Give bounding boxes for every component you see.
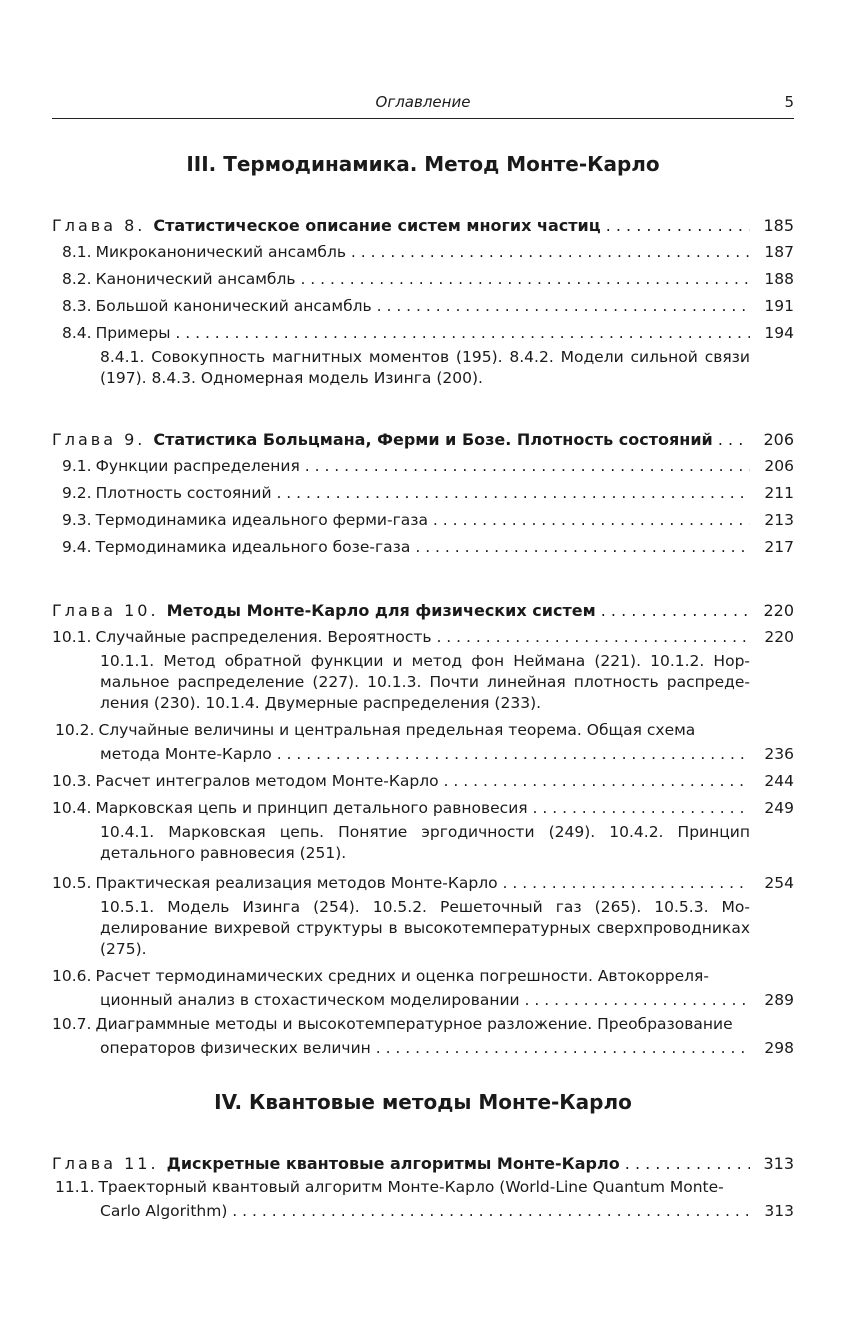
- toc-entry-10-7[interactable]: [52, 1014, 794, 1062]
- page-ref: 217: [764, 538, 794, 556]
- page-ref: 185: [763, 216, 794, 235]
- toc-entry-chapter-11[interactable]: [52, 1150, 794, 1177]
- header-title: Оглавление: [375, 93, 471, 111]
- section-number: 11.1.: [55, 1178, 95, 1196]
- chapter-8: [52, 212, 794, 389]
- toc-entry-10-5[interactable]: [52, 870, 794, 897]
- chapter-10: [52, 597, 794, 1062]
- section-number: 9.3.: [62, 511, 92, 529]
- section-title-line2: ционный анализ в стохастическом моделировании . . .: [100, 987, 750, 1014]
- page-ref: 254: [764, 874, 794, 892]
- section-title: Примеры: [95, 324, 171, 342]
- page-ref: 194: [764, 324, 794, 342]
- page-ref: 289: [764, 991, 794, 1009]
- chapter-title: Статистическое описание систем многих частиц: [153, 216, 601, 235]
- chapter-title: Статистика Больцмана, Ферми и Бозе. Плотность состояний: [153, 430, 713, 449]
- chapter-title: Методы Монте-Карло для физических систем: [166, 601, 596, 620]
- toc-entry-8-1[interactable]: [52, 239, 794, 266]
- page-ref: 249: [764, 799, 794, 817]
- chapter-9: [52, 426, 794, 561]
- page-ref: 220: [764, 628, 794, 646]
- page-ref: 313: [763, 1154, 794, 1173]
- chapter-11: [52, 1150, 794, 1225]
- section-title-line1: Случайные величины и центральная предельная теорема. Общая схема: [98, 721, 696, 739]
- header-page-number: 5: [784, 93, 794, 111]
- toc-entry-8-4[interactable]: [52, 320, 794, 347]
- section-number: 10.1.: [52, 628, 92, 646]
- section-title: Расчет интегралов методом Монте-Карло: [95, 772, 439, 790]
- toc-entry-10-4[interactable]: [52, 795, 794, 822]
- section-title: Практическая реализация методов Монте-Карло: [95, 874, 498, 892]
- page-ref: 244: [764, 772, 794, 790]
- chapter-label: Глава 11.: [52, 1154, 159, 1173]
- section-title: Марковская цепь и принцип детального равновесия: [95, 799, 528, 817]
- page-ref: 313: [764, 1202, 794, 1220]
- chapter-label: Глава 10.: [52, 601, 159, 620]
- toc-entry-8-3[interactable]: [52, 293, 794, 320]
- section-title: Термодинамика идеального ферми-газа: [95, 511, 428, 529]
- subsections-8-4: 8.4.1. Совокупность магнитных моментов (195). 8.4.2. Модели сильной связи (197). 8.4.3. Одномерная модель Изинга (200).: [100, 348, 750, 387]
- section-title-line1: Расчет термодинамических средних и оценка погрешности. Автокорреля-: [95, 967, 709, 985]
- section-title-line2: метода Монте-Карло . . .: [100, 741, 750, 768]
- toc-entry-11-1[interactable]: [52, 1177, 794, 1225]
- toc-page: [52, 0, 794, 1330]
- section-number: 9.4.: [62, 538, 92, 556]
- section-title: Канонический ансамбль: [95, 270, 296, 288]
- section-number: 9.2.: [62, 484, 92, 502]
- section-number: 8.2.: [62, 270, 92, 288]
- toc-entry-10-3[interactable]: [52, 768, 794, 795]
- section-number: 10.7.: [52, 1015, 92, 1033]
- chapter-title: Дискретные квантовые алгоритмы Монте-Карло: [166, 1154, 620, 1173]
- section-number: 10.4.: [52, 799, 92, 817]
- toc-entry-10-1[interactable]: [52, 624, 794, 651]
- toc-entry-8-2[interactable]: [52, 266, 794, 293]
- toc-entry-chapter-9[interactable]: [52, 426, 794, 453]
- section-title-line2: операторов физических величин . . .: [100, 1035, 750, 1062]
- section-title-line1: Траекторный квантовый алгоритм Монте-Карло (World-Line Quantum Monte-: [98, 1178, 724, 1196]
- toc-entry-9-1[interactable]: [52, 453, 794, 480]
- section-number: 10.5.: [52, 874, 92, 892]
- subsections-10-1: 10.1.1. Метод обратной функции и метод фон Неймана (221). 10.1.2. Нормальное распределение (227). 10.1.3. Почти линейная плотность распределения (230). 10.1.4. Двумерные распределения (233).: [100, 652, 750, 712]
- section-title: Функции распределения: [95, 457, 300, 475]
- section-number: 9.1.: [62, 457, 92, 475]
- page-ref: 206: [764, 457, 794, 475]
- section-number: 8.3.: [62, 297, 92, 315]
- chapter-label: Глава 9.: [52, 430, 146, 449]
- toc-entry-9-2[interactable]: [52, 480, 794, 507]
- section-number: 10.2.: [55, 721, 95, 739]
- page-ref: 206: [763, 430, 794, 449]
- part-title-4: IV. Квантовые методы Монте-Карло: [214, 1090, 632, 1114]
- page-ref: 191: [764, 297, 794, 315]
- toc-entry-chapter-8[interactable]: [52, 212, 794, 239]
- part-title-3: III. Термодинамика. Метод Монте-Карло: [186, 152, 660, 176]
- section-title-line1: Диаграммные методы и высокотемпературное разложение. Преобразование: [95, 1015, 733, 1033]
- section-number: 8.1.: [62, 243, 92, 261]
- section-number: 10.6.: [52, 967, 92, 985]
- section-title: Случайные распределения. Вероятность: [95, 628, 432, 646]
- section-number: 10.3.: [52, 772, 92, 790]
- page-ref: 298: [764, 1039, 794, 1057]
- section-title: Микроканонический ансамбль: [95, 243, 346, 261]
- running-header: [52, 90, 794, 119]
- section-number: 8.4.: [62, 324, 92, 342]
- subsections-10-5: 10.5.1. Модель Изинга (254). 10.5.2. Решеточный газ (265). 10.5.3. Моделирование вихревой структуры в высокотемпературных сверхпроводниках (275).: [100, 898, 750, 958]
- toc-entry-9-3[interactable]: [52, 507, 794, 534]
- subsections-10-4: 10.4.1. Марковская цепь. Понятие эргодичности (249). 10.4.2. Принцип детального равновесия (251).: [100, 823, 750, 862]
- toc-entry-chapter-10[interactable]: [52, 597, 794, 624]
- section-title: Большой канонический ансамбль: [95, 297, 372, 315]
- page-ref: 187: [764, 243, 794, 261]
- page-ref: 211: [764, 484, 794, 502]
- toc-entry-10-2[interactable]: [52, 720, 794, 768]
- page-ref: 236: [764, 745, 794, 763]
- section-title: Плотность состояний: [95, 484, 272, 502]
- page-ref: 188: [764, 270, 794, 288]
- section-title-line2: Carlo Algorithm) . . .: [100, 1198, 750, 1225]
- toc-entry-10-6[interactable]: [52, 966, 794, 1014]
- page-ref: 213: [764, 511, 794, 529]
- section-title: Термодинамика идеального бозе-газа: [95, 538, 411, 556]
- page-ref: 220: [763, 601, 794, 620]
- chapter-label: Глава 8.: [52, 216, 146, 235]
- toc-entry-9-4[interactable]: [52, 534, 794, 561]
